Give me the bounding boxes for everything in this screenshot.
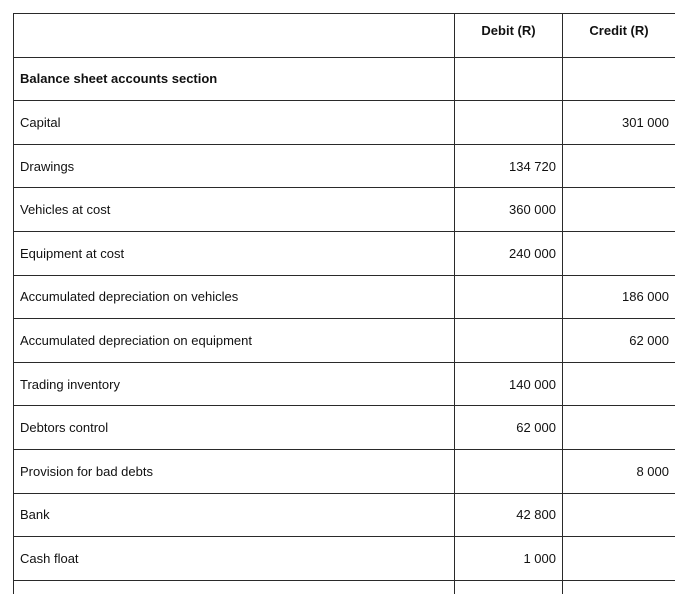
- credit-amount: [563, 406, 676, 450]
- credit-amount: [563, 493, 676, 537]
- table-continuation-row: [14, 580, 676, 594]
- table-row: [14, 101, 676, 145]
- account-name: Drawings: [14, 144, 455, 188]
- debit-amount: 140 000: [455, 362, 563, 406]
- trial-balance-table: [13, 13, 675, 594]
- credit-amount: [563, 144, 676, 188]
- header-row: [14, 14, 676, 58]
- account-name: Provision for bad debts: [14, 449, 455, 493]
- account-name: Cash float: [14, 537, 455, 581]
- account-name: Debtors control: [14, 406, 455, 450]
- table-row: [14, 362, 676, 406]
- header-account-name: [14, 14, 455, 58]
- table-row: [14, 144, 676, 188]
- section-debit-cell: [455, 57, 563, 101]
- credit-amount: [563, 362, 676, 406]
- account-name: Capital: [14, 101, 455, 145]
- continuation-cell: [455, 580, 563, 594]
- table-row: [14, 537, 676, 581]
- table-row: [14, 188, 676, 232]
- credit-amount: 8 000: [563, 449, 676, 493]
- credit-amount: [563, 188, 676, 232]
- header-debit: Debit (R): [455, 14, 563, 58]
- account-name: Trading inventory: [14, 362, 455, 406]
- debit-amount: 360 000: [455, 188, 563, 232]
- continuation-cell: [563, 580, 676, 594]
- debit-amount: [455, 319, 563, 363]
- credit-amount: 186 000: [563, 275, 676, 319]
- credit-amount: [563, 537, 676, 581]
- debit-amount: 42 800: [455, 493, 563, 537]
- table-row: [14, 406, 676, 450]
- debit-amount: [455, 101, 563, 145]
- table-row: [14, 493, 676, 537]
- table-row: [14, 275, 676, 319]
- credit-amount: 301 000: [563, 101, 676, 145]
- table-row: [14, 319, 676, 363]
- table-row: [14, 231, 676, 275]
- account-name: Accumulated depreciation on vehicles: [14, 275, 455, 319]
- debit-amount: 1 000: [455, 537, 563, 581]
- debit-amount: [455, 275, 563, 319]
- account-name: Equipment at cost: [14, 231, 455, 275]
- section-row: [14, 57, 676, 101]
- account-name: Bank: [14, 493, 455, 537]
- debit-amount: 134 720: [455, 144, 563, 188]
- trial-balance-sheet: [13, 13, 675, 609]
- credit-amount: 62 000: [563, 319, 676, 363]
- header-credit: Credit (R): [563, 14, 676, 58]
- table-row: [14, 449, 676, 493]
- debit-amount: [455, 449, 563, 493]
- account-name: Vehicles at cost: [14, 188, 455, 232]
- account-name: Accumulated depreciation on equipment: [14, 319, 455, 363]
- credit-amount: [563, 231, 676, 275]
- continuation-cell: [14, 580, 455, 594]
- debit-amount: 62 000: [455, 406, 563, 450]
- debit-amount: 240 000: [455, 231, 563, 275]
- section-credit-cell: [563, 57, 676, 101]
- section-label: Balance sheet accounts section: [14, 57, 455, 101]
